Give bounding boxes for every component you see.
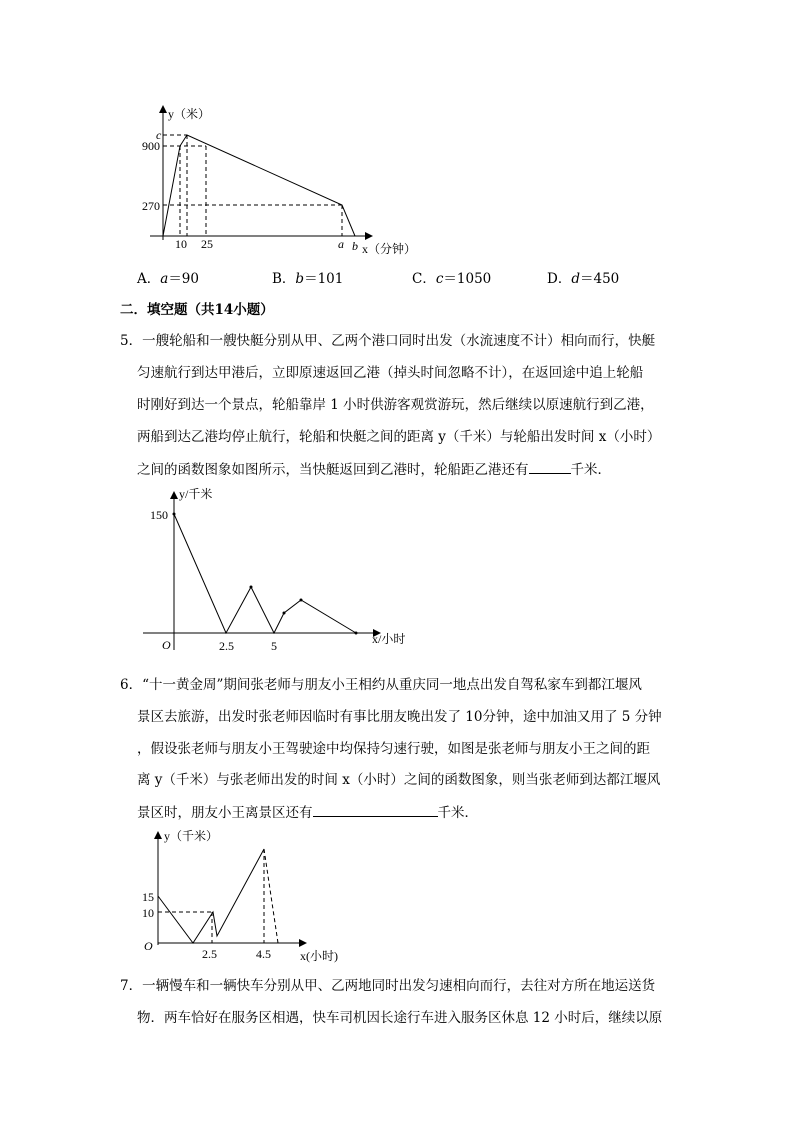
- option-d: D．d＝450: [547, 271, 620, 287]
- tick-label: c: [156, 128, 162, 142]
- q5-graph-line: [174, 514, 356, 633]
- option-c: C．c＝1050: [412, 271, 492, 287]
- tick-label: 2.5: [202, 947, 217, 961]
- q6-line: 景区时，朋友小王离景区还有 千米．: [137, 805, 478, 821]
- answer-blank[interactable]: [313, 803, 438, 817]
- q4-graph-line: [163, 135, 355, 236]
- tick-label: 10: [175, 237, 187, 251]
- tick-label: 4.5: [256, 947, 271, 961]
- q4-y-label: y（米）: [168, 107, 211, 121]
- tick-label: b: [352, 239, 358, 253]
- q4-x-label: x（分钟）: [362, 242, 417, 256]
- q6-line: 6．“十一黄金周”期间张老师与朋友小王相约从重庆同一地点出发自驾私家车到都江堰风: [120, 677, 642, 693]
- option-b: B．b＝101: [272, 271, 344, 287]
- tick-label: 150: [150, 508, 168, 522]
- q5-line: 两船到达乙港均停止航行，轮船和快艇之间的距离 y（千米）与轮船出发时间 x（小时）: [137, 429, 661, 445]
- q6-y-label: y（千米）: [164, 829, 219, 843]
- tick-label: 15: [142, 890, 154, 904]
- q5-line: 匀速航行到达甲港后，立即原速返回乙港（掉头时间忽略不计），在返回途中追上轮船: [137, 365, 644, 381]
- origin-label: O: [162, 638, 171, 652]
- tick-label: a: [338, 237, 344, 251]
- tick-label: 25: [201, 237, 213, 251]
- tick-label: 900: [142, 139, 160, 153]
- q5-x-label: x/小时: [372, 632, 406, 646]
- section-heading: 二．填空题（共14小题）: [120, 302, 274, 318]
- option-a: A．a＝90: [137, 271, 199, 287]
- q7-line: 物．两车恰好在服务区相遇，快车司机因长途行车进入服务区休息 12 小时后，继续以原: [137, 1010, 663, 1026]
- tick-label: 5: [271, 639, 277, 653]
- tick-label: 2.5: [219, 639, 234, 653]
- tick-label: 270: [142, 199, 160, 213]
- q6-line: ，假设张老师与朋友小王驾驶途中均保持匀速行驶，如图是张老师与朋友小王之间的距: [137, 741, 650, 757]
- q6-line: 离 y（千米）与张老师出发的时间 x（小时）之间的函数图象，则当张老师到达都江堰风: [137, 772, 661, 788]
- answer-blank[interactable]: [529, 460, 571, 474]
- q5-line: 时刚好到达一个景点，轮船靠岸 1 小时供游客观赏游玩，然后继续以原速航行到乙港，: [137, 397, 654, 413]
- q6-line: 景区去旅游，出发时张老师因临时有事比朋友晚出发了 10分钟，途中加油又用了 5 分钟: [137, 709, 662, 725]
- q5-line: 之间的函数图象如图所示，当快艇返回到乙港时，轮船距乙港还有 千米．: [137, 462, 611, 478]
- q6-x-label: x(小时): [300, 949, 338, 963]
- q5-line: 5．一艘轮船和一艘快艇分别从甲、乙两个港口同时出发（水流速度不计）相向而行，快艇: [120, 333, 656, 349]
- q6-graph-line: [158, 849, 264, 943]
- q5-y-label: y/千米: [179, 487, 213, 501]
- q7-line: 7．一辆慢车和一辆快车分别从甲、乙两地同时出发匀速相向而行，去往对方所在地运送货: [120, 978, 656, 994]
- tick-label: 10: [142, 906, 154, 920]
- origin-label: O: [144, 939, 153, 953]
